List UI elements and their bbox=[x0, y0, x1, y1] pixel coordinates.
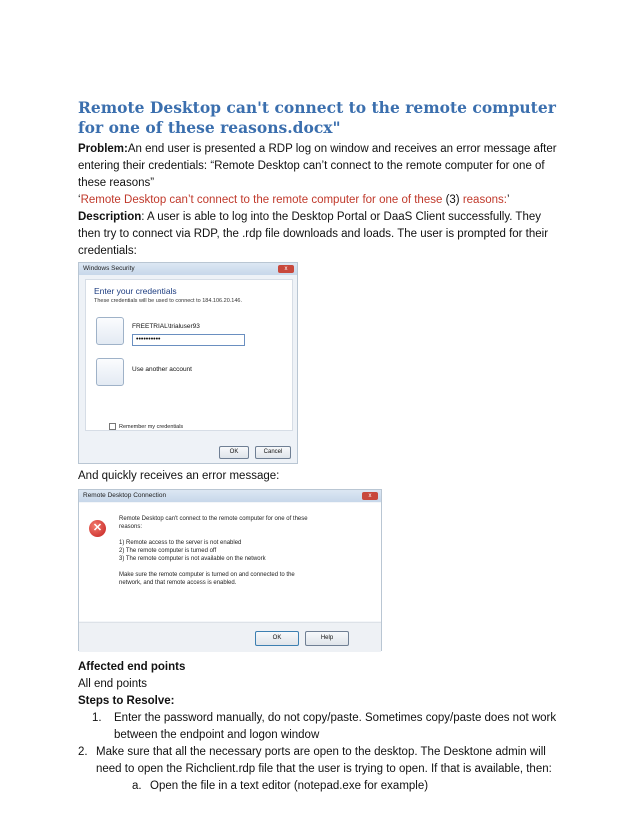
username-label: FREETRIAL\trialuser93 bbox=[132, 323, 200, 330]
rdp-ok-button[interactable]: OK bbox=[255, 631, 299, 646]
quote-close: ’ bbox=[506, 194, 510, 206]
after-dialog-text: And quickly receives an error message: bbox=[78, 470, 280, 482]
rdp-reason-3: 3) The remote computer is not available on the network bbox=[119, 556, 266, 562]
steps-heading: Steps to Resolve: bbox=[78, 695, 175, 707]
step-2a bbox=[78, 778, 564, 795]
step-2a-text: Open the file in a text editor (notepad.exe for example) bbox=[150, 780, 429, 792]
password-field[interactable]: •••••••••• bbox=[132, 334, 245, 346]
step-2 bbox=[78, 744, 564, 778]
cancel-button[interactable]: Cancel bbox=[255, 446, 291, 459]
reason-count: (3) bbox=[442, 194, 463, 206]
ok-button[interactable]: OK bbox=[219, 446, 249, 459]
quote-open: ‘ bbox=[78, 194, 81, 206]
remember-credentials-checkbox[interactable] bbox=[109, 423, 183, 430]
security-titlebar: Windows Security bbox=[79, 263, 297, 275]
remember-label: Remember my credentials bbox=[119, 423, 184, 430]
rdp-note-line1: Make sure the remote computer is turned on and connected to the bbox=[119, 572, 295, 578]
problem-label: Problem: bbox=[78, 143, 128, 155]
rdp-message-line1: Remote Desktop can't connect to the remote computer for one of these bbox=[119, 516, 308, 522]
credentials-subtext: These credentials will be used to connect to 184.106.20.146. bbox=[94, 298, 242, 304]
document-body bbox=[78, 98, 564, 795]
credentials-heading: Enter your credentials bbox=[94, 286, 177, 296]
step-2-text: Make sure that all the necessary ports are open to the desktop. The Desktone admin will need to open the Richclient.rdp file that the user is trying to open. If that is available, then: bbox=[96, 746, 552, 775]
credentials-panel bbox=[85, 279, 293, 431]
problem-paragraph bbox=[78, 141, 564, 192]
step-1-number: 1. bbox=[92, 712, 102, 724]
use-another-account[interactable]: Use another account bbox=[132, 366, 192, 373]
step-2a-letter: a. bbox=[132, 780, 142, 792]
description-label: Description bbox=[78, 211, 142, 223]
close-icon[interactable]: x bbox=[362, 492, 378, 500]
affected-heading: Affected end points bbox=[78, 661, 186, 673]
rdp-help-button[interactable]: Help bbox=[305, 631, 349, 646]
rdp-titlebar: Remote Desktop Connection bbox=[79, 490, 381, 502]
close-icon[interactable]: x bbox=[278, 265, 294, 273]
rdp-reason-1: 1) Remote access to the server is not enabled bbox=[119, 540, 242, 546]
windows-security-screenshot bbox=[78, 262, 298, 464]
rdp-message-line2: reasons: bbox=[119, 524, 143, 530]
description-text: : A user is able to log into the Desktop Portal or DaaS Client successfully. They then try to connect via RDP, the .rdp file downloads and loads. The user is prompted for their credentials: bbox=[78, 211, 549, 257]
step-1-text: Enter the password manually, do not copy/paste. Sometimes copy/paste does not work between the endpoint and logon window bbox=[114, 712, 557, 741]
rdp-error-screenshot bbox=[78, 489, 382, 651]
user-tile-icon[interactable] bbox=[96, 317, 124, 345]
step-2-number: 2. bbox=[78, 746, 88, 758]
document-title: Remote Desktop can't connect to the remote computer for one of these reasons.docx" bbox=[78, 98, 556, 137]
other-account-tile-icon[interactable] bbox=[96, 358, 124, 386]
step-1 bbox=[78, 710, 564, 744]
description-paragraph bbox=[78, 209, 564, 260]
error-quote-red: Remote Desktop can’t connect to the remote computer for one of these bbox=[80, 194, 443, 206]
rdp-reason-2: 2) The remote computer is turned off bbox=[119, 548, 217, 554]
checkbox-icon[interactable] bbox=[109, 423, 116, 430]
rdp-button-bar bbox=[79, 622, 381, 652]
error-quote-line bbox=[78, 192, 564, 209]
problem-text: An end user is presented a RDP log on window and receives an error message after entering their credentials: “Remote Desktop can’t connect to the remote computer for one of these reasons” bbox=[78, 143, 557, 189]
rdp-message-area bbox=[79, 503, 381, 621]
error-icon: ✕ bbox=[89, 520, 106, 537]
error-quote-red-2: reasons: bbox=[462, 194, 507, 206]
rdp-note-line2: network, and that remote access is enabled. bbox=[119, 580, 237, 586]
affected-text: All end points bbox=[78, 678, 148, 690]
